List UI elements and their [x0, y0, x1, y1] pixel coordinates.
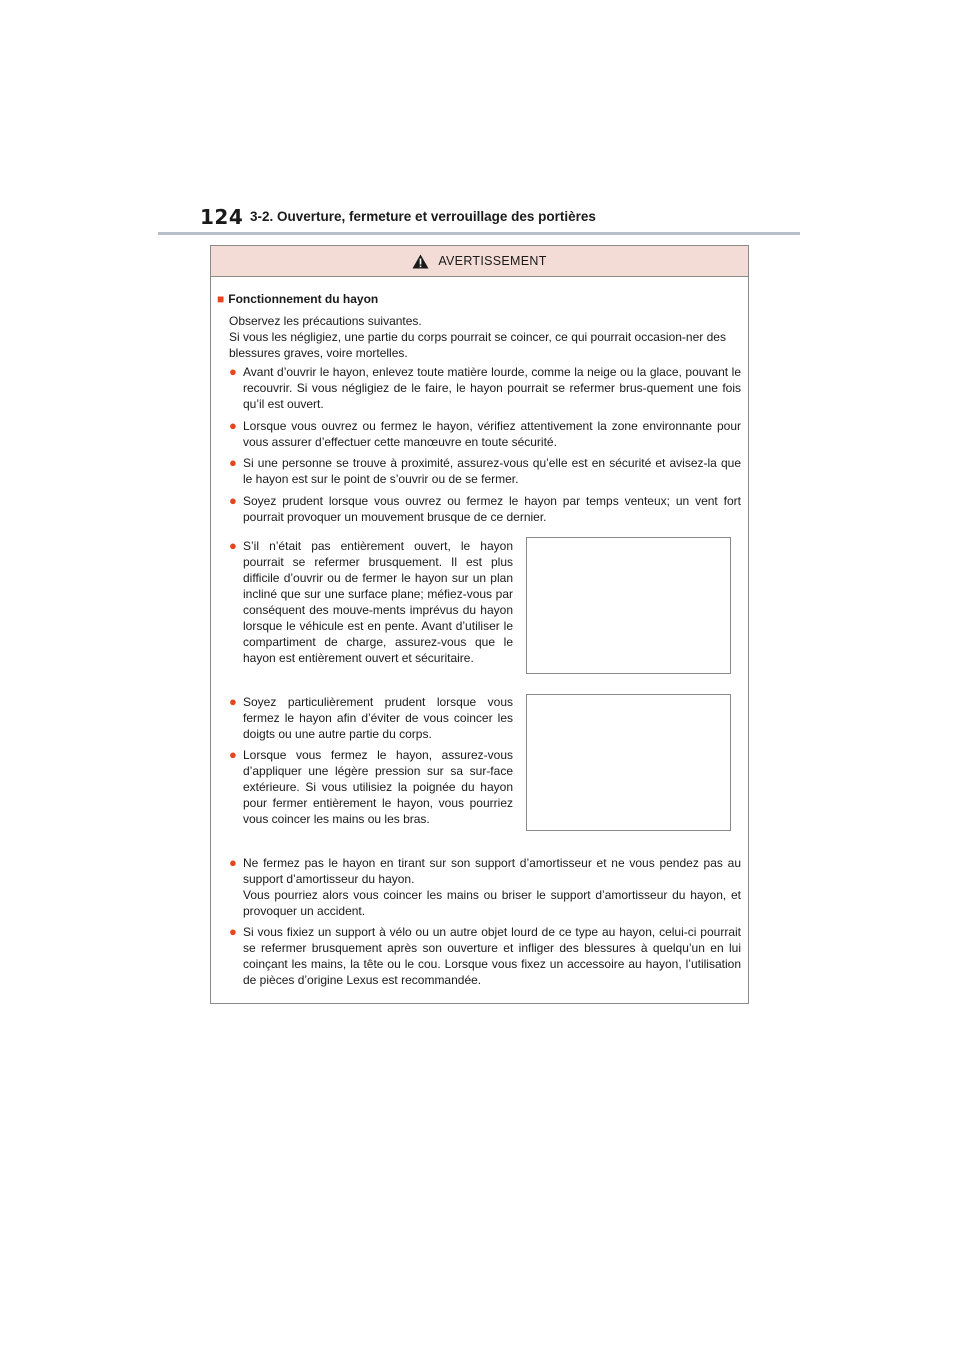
illustration-frame [526, 694, 731, 831]
page-number: 124 [200, 205, 244, 229]
bullet-dot-icon: ● [229, 493, 237, 508]
bullet-dot-icon: ● [229, 855, 237, 870]
warning-intro [229, 313, 742, 361]
bullet-dot-icon: ● [229, 538, 237, 553]
bullet-text: Lorsque vous ouvrez ou fermez le hayon, vérifiez attentivement la zone environnante pour vous assurer d’effectuer cette manœuvre en toute sécurité. [243, 419, 741, 449]
warning-triangle-icon [412, 254, 429, 269]
list-item [229, 418, 741, 450]
list-item [229, 538, 513, 666]
bullet-text: Si une personne se trouve à proximité, assurez-vous qu’elle est en sécurité et avisez-la que le hayon est sur le point de s’ouvrir ou de se fermer. [243, 456, 741, 486]
illustration-frame [526, 537, 731, 674]
warning-subheading [217, 291, 378, 307]
square-marker-icon: ■ [217, 292, 225, 306]
bullet-text: Lorsque vous fermez le hayon, assurez-vous d’appliquer une légère pression sur sa sur-face extérieure. Si vous utilisiez la poignée du hayon pour fermer entièrement le hayon, vous pourriez vous coincer les mains ou les bras. [243, 748, 513, 826]
warning-box [210, 245, 749, 1004]
bullet-text: Soyez prudent lorsque vous ouvrez ou fermez le hayon par temps venteux; un vent fort pourrait provoquer un mouvement brusque de ce dernier. [243, 494, 741, 524]
list-item [229, 855, 741, 919]
intro-line-1: Observez les précautions suivantes. [229, 314, 422, 328]
list-item [229, 694, 513, 742]
bullet-dot-icon: ● [229, 364, 237, 379]
list-item [229, 455, 741, 487]
section-title: 3-2. Ouverture, fermeture et verrouillage des portières [250, 209, 596, 224]
bullet-text: S’il n’était pas entièrement ouvert, le hayon pourrait se refermer brusquement. Il est plus difficile d’ouvrir ou de fermer le hayon sur un plan incliné que sur une surface plane; méfiez-vous par conséquent des mouve-ments imprévus du hayon lorsque le véhicule est en pente. Avant d’utiliser le compartiment de charge, assurez-vous que le hayon est entièrement ouvert et sécuritaire. [243, 539, 513, 665]
list-item [229, 924, 741, 988]
bullet-text: Soyez particulièrement prudent lorsque vous fermez le hayon afin d’éviter de vous coincer les doigts ou une autre partie du corps. [243, 695, 513, 741]
bullet-dot-icon: ● [229, 747, 237, 762]
list-item [229, 747, 513, 827]
list-item [229, 493, 741, 525]
subheading-text: Fonctionnement du hayon [228, 292, 379, 306]
bullet-text: Vous pourriez alors vous coincer les mains ou briser le support d’amortisseur du hayon, et provoquer un accident. [243, 888, 741, 918]
bullet-dot-icon: ● [229, 924, 237, 939]
intro-line-2: Si vous les négligiez, une partie du corps pourrait se coincer, ce qui pourrait occasion-ner des blessures graves, voire mortelles. [229, 330, 726, 360]
warning-header [211, 246, 748, 277]
bullet-text: Ne fermez pas le hayon en tirant sur son support d’amortisseur et ne vous pendez pas au support d’amortisseur du hayon. [243, 856, 741, 886]
bullet-text: Si vous fixiez un support à vélo ou un autre objet lourd de ce type au hayon, celui-ci pourrait se refermer brusquement après son ouverture et infliger des blessures à quelqu’un en lui coinçant les mains, la tête ou le cou. Lorsque vous fixez un accessoire au hayon, l’utilisation de pièces d’origine Lexus est recommandée. [243, 925, 741, 987]
bullet-dot-icon: ● [229, 694, 237, 709]
list-item [229, 364, 741, 412]
bullet-text: Avant d’ouvrir le hayon, enlevez toute matière lourde, comme la neige ou la glace, pouvant le recouvrir. Si vous négligiez de le faire, le hayon pourrait se refermer brus-quement une fois qu’il est ouvert. [243, 365, 741, 411]
bullet-dot-icon: ● [229, 418, 237, 433]
warning-title: AVERTISSEMENT [438, 254, 547, 268]
header-rule [158, 232, 800, 235]
bullet-dot-icon: ● [229, 455, 237, 470]
